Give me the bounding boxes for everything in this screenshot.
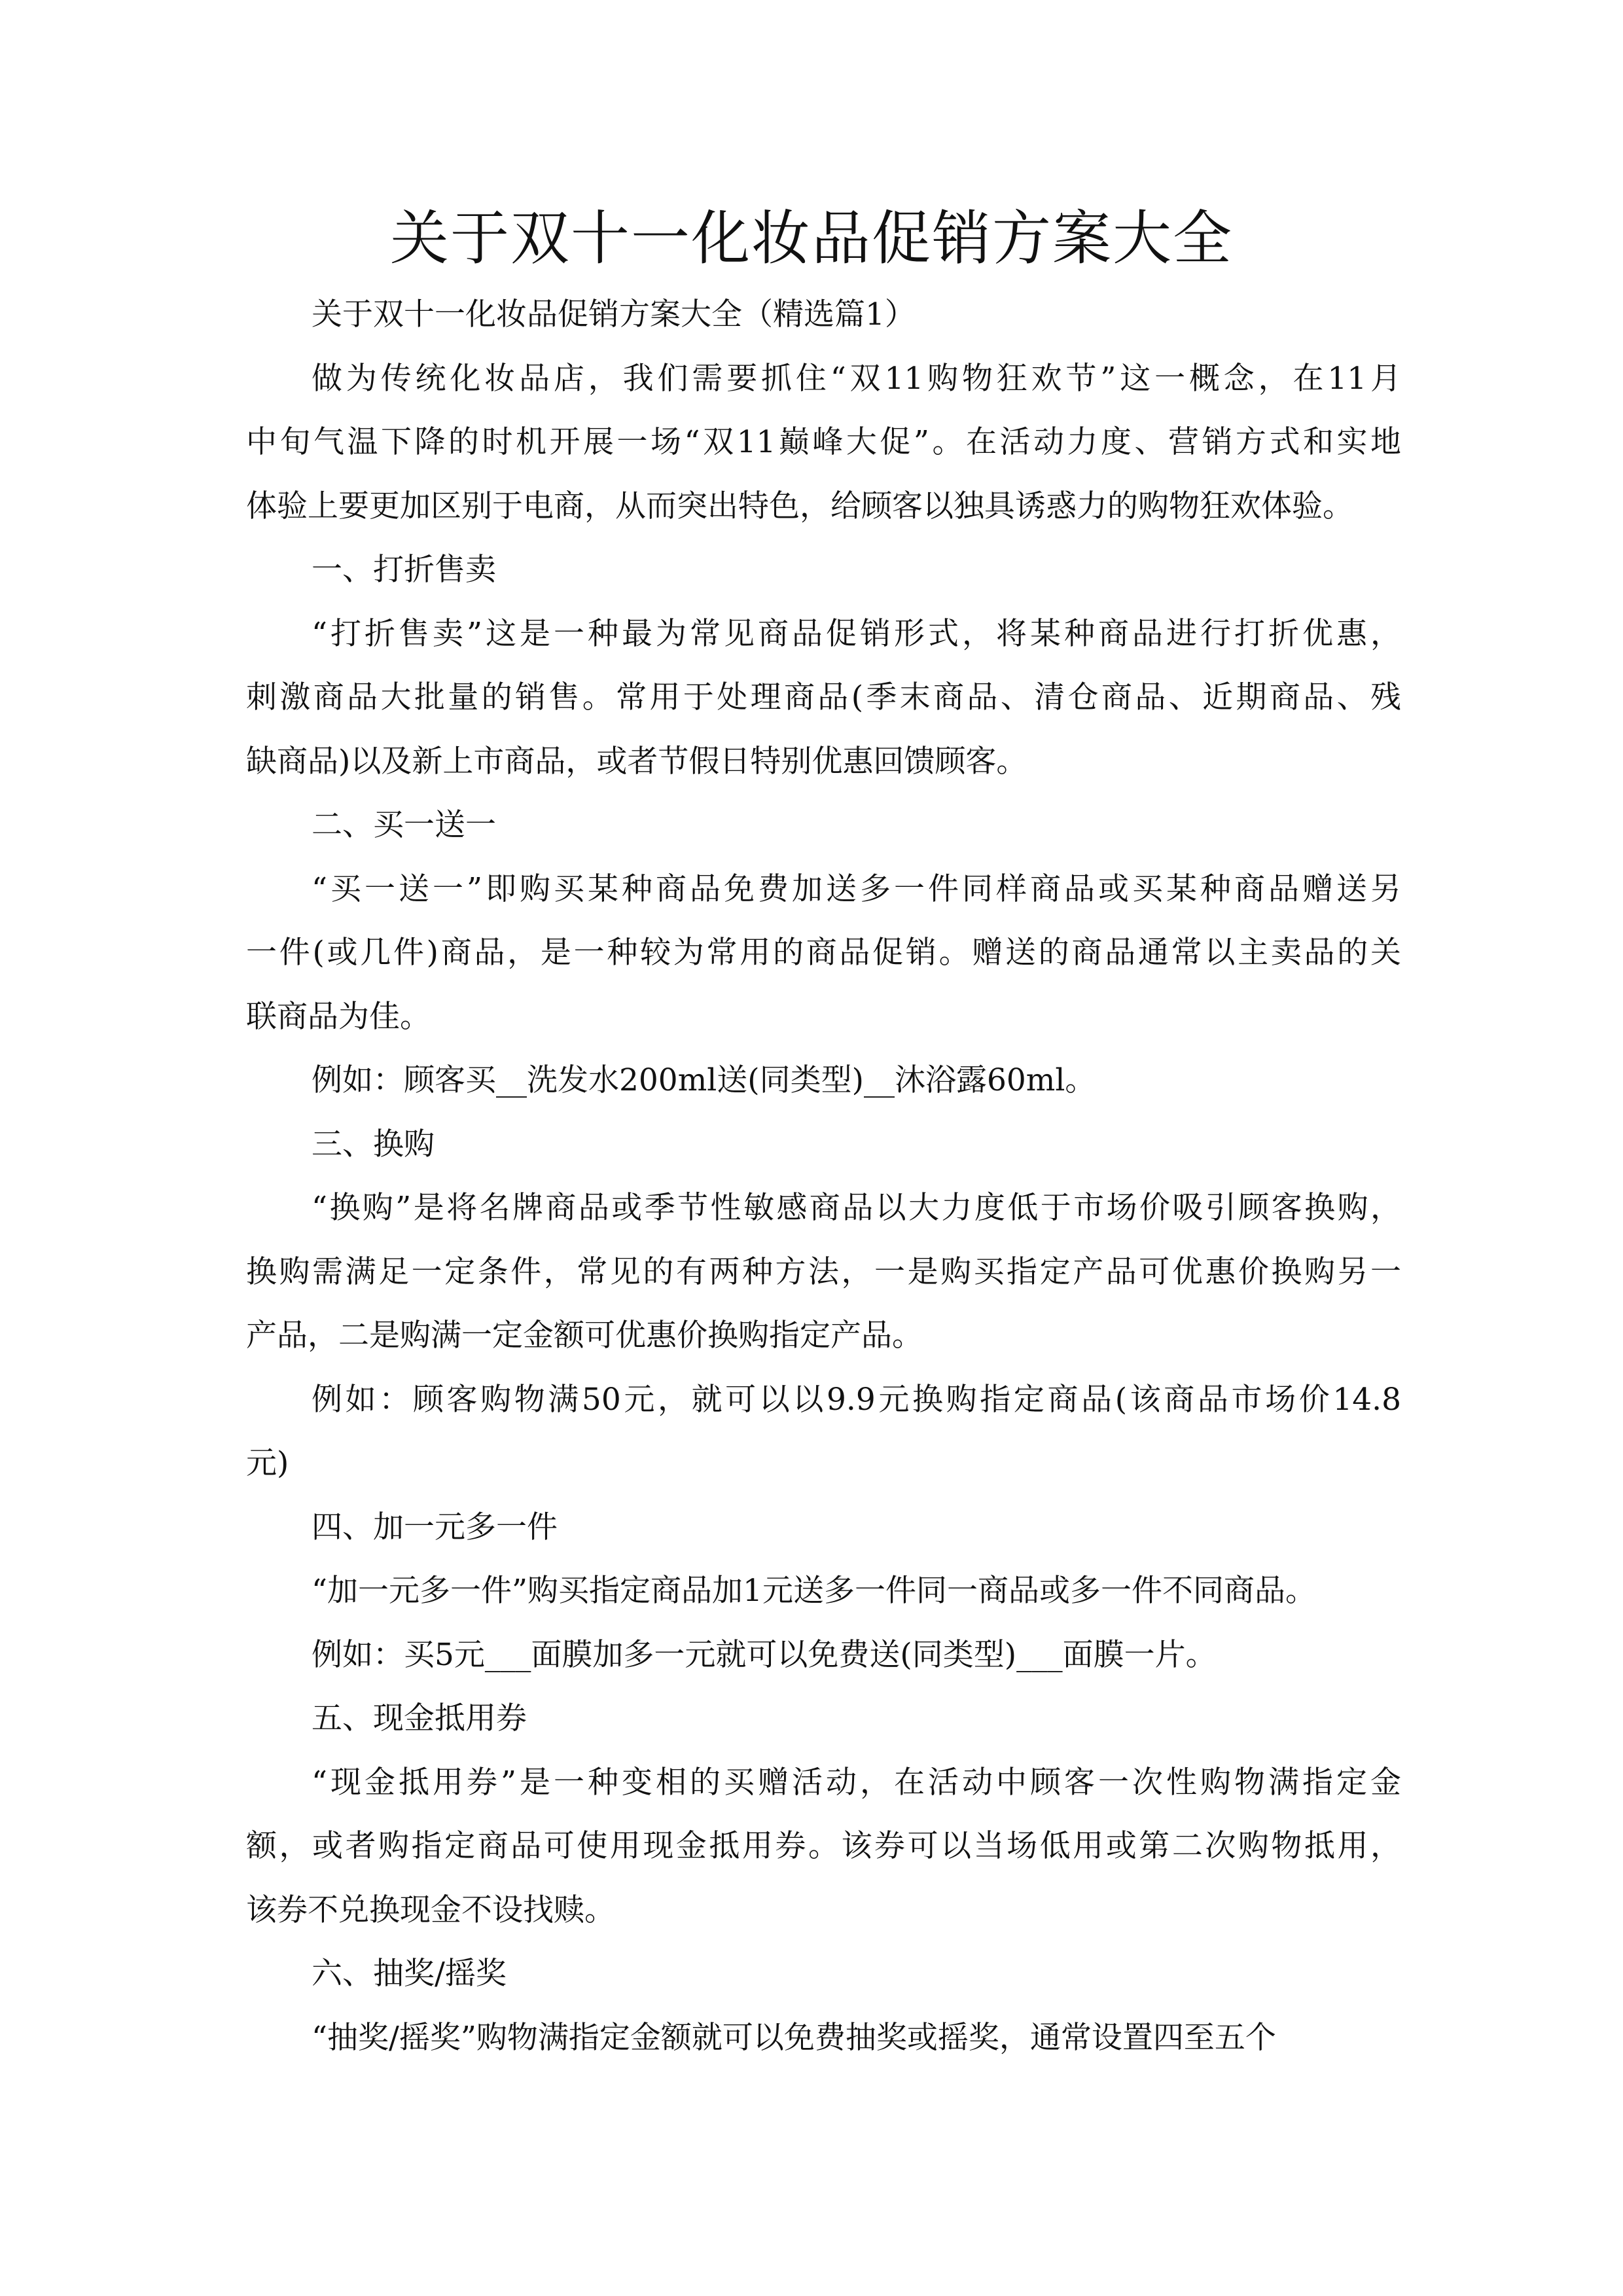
paragraph-line-first: “现金抵用券”是一种变相的买赠活动，在活动中顾客一次性购物满指定金	[312, 1764, 1401, 1801]
document-title: 关于双十一化妆品促销方案大全	[390, 204, 1233, 273]
paragraph-line-first: 例如：顾客购物满50元，就可以以9.9元换购指定商品(该商品市场价14.8	[312, 1381, 1401, 1418]
paragraph-line-first: “加一元多一件”购买指定商品加1元送多一件同一商品或多一件不同商品。	[312, 1573, 1316, 1609]
paragraph-line-first: “买一送一”即购买某种商品免费加送多一件同样商品或买某种商品赠送另	[312, 870, 1401, 907]
paragraph-line: 缺商品)以及新上市商品，或者节假日特别优惠回馈顾客。	[246, 743, 1027, 780]
paragraph-line: 额，或者购指定商品可使用现金抵用券。该券可以当场低用或第二次购物抵用，	[246, 1828, 1401, 1864]
paragraph-line-first: 四、加一元多一件	[312, 1509, 558, 1545]
paragraph-line: 刺激商品大批量的销售。常用于处理商品(季末商品、清仓商品、近期商品、残	[246, 679, 1401, 715]
paragraph-line-first: “抽奖/摇奖”购物满指定金额就可以免费抽奖或摇奖，通常设置四至五个	[312, 2019, 1276, 2056]
paragraph-line: 一件(或几件)商品，是一种较为常用的商品促销。赠送的商品通常以主卖品的关	[246, 935, 1401, 971]
paragraph-line-first: 二、买一送一	[312, 807, 496, 843]
paragraph-line-first: 例如：顾客买__洗发水200ml送(同类型)__沐浴露60ml。	[312, 1062, 1096, 1098]
paragraph-line: 产品，二是购满一定金额可优惠价换购指定产品。	[246, 1318, 923, 1354]
paragraph-line-first: “换购”是将名牌商品或季节性敏感商品以大力度低于市场价吸引顾客换购，	[312, 1190, 1401, 1226]
paragraph-line-first: 关于双十一化妆品促销方案大全（精选篇1）	[312, 296, 916, 332]
paragraph-line-first: 做为传统化妆品店，我们需要抓住“双11购物狂欢节”这一概念，在11月	[312, 360, 1401, 397]
paragraph-line: 该券不兑换现金不设找赎。	[246, 1892, 615, 1928]
paragraph-line: 换购需满足一定条件，常见的有两种方法，一是购买指定产品可优惠价换购另一	[246, 1253, 1401, 1290]
paragraph-line: 联商品为佳。	[246, 998, 431, 1035]
paragraph-line: 体验上要更加区别于电商，从而突出特色，给顾客以独具诱惑力的购物狂欢体验。	[246, 488, 1353, 524]
paragraph-line-first: 三、换购	[312, 1126, 435, 1162]
paragraph-line-first: “打折售卖”这是一种最为常见商品促销形式，将某种商品进行打折优惠，	[312, 615, 1401, 652]
paragraph-line: 元)	[246, 1445, 289, 1481]
paragraph-line-first: 例如：买5元___面膜加多一元就可以免费送(同类型)___面膜一片。	[312, 1636, 1217, 1673]
paragraph-line-first: 一、打折售卖	[312, 552, 496, 588]
paragraph-line-first: 五、现金抵用券	[312, 1700, 527, 1736]
paragraph-line: 中旬气温下降的时机开展一场“双11巅峰大促”。在活动力度、营销方式和实地	[246, 424, 1401, 460]
paragraph-line-first: 六、抽奖/摇奖	[312, 1956, 507, 1992]
